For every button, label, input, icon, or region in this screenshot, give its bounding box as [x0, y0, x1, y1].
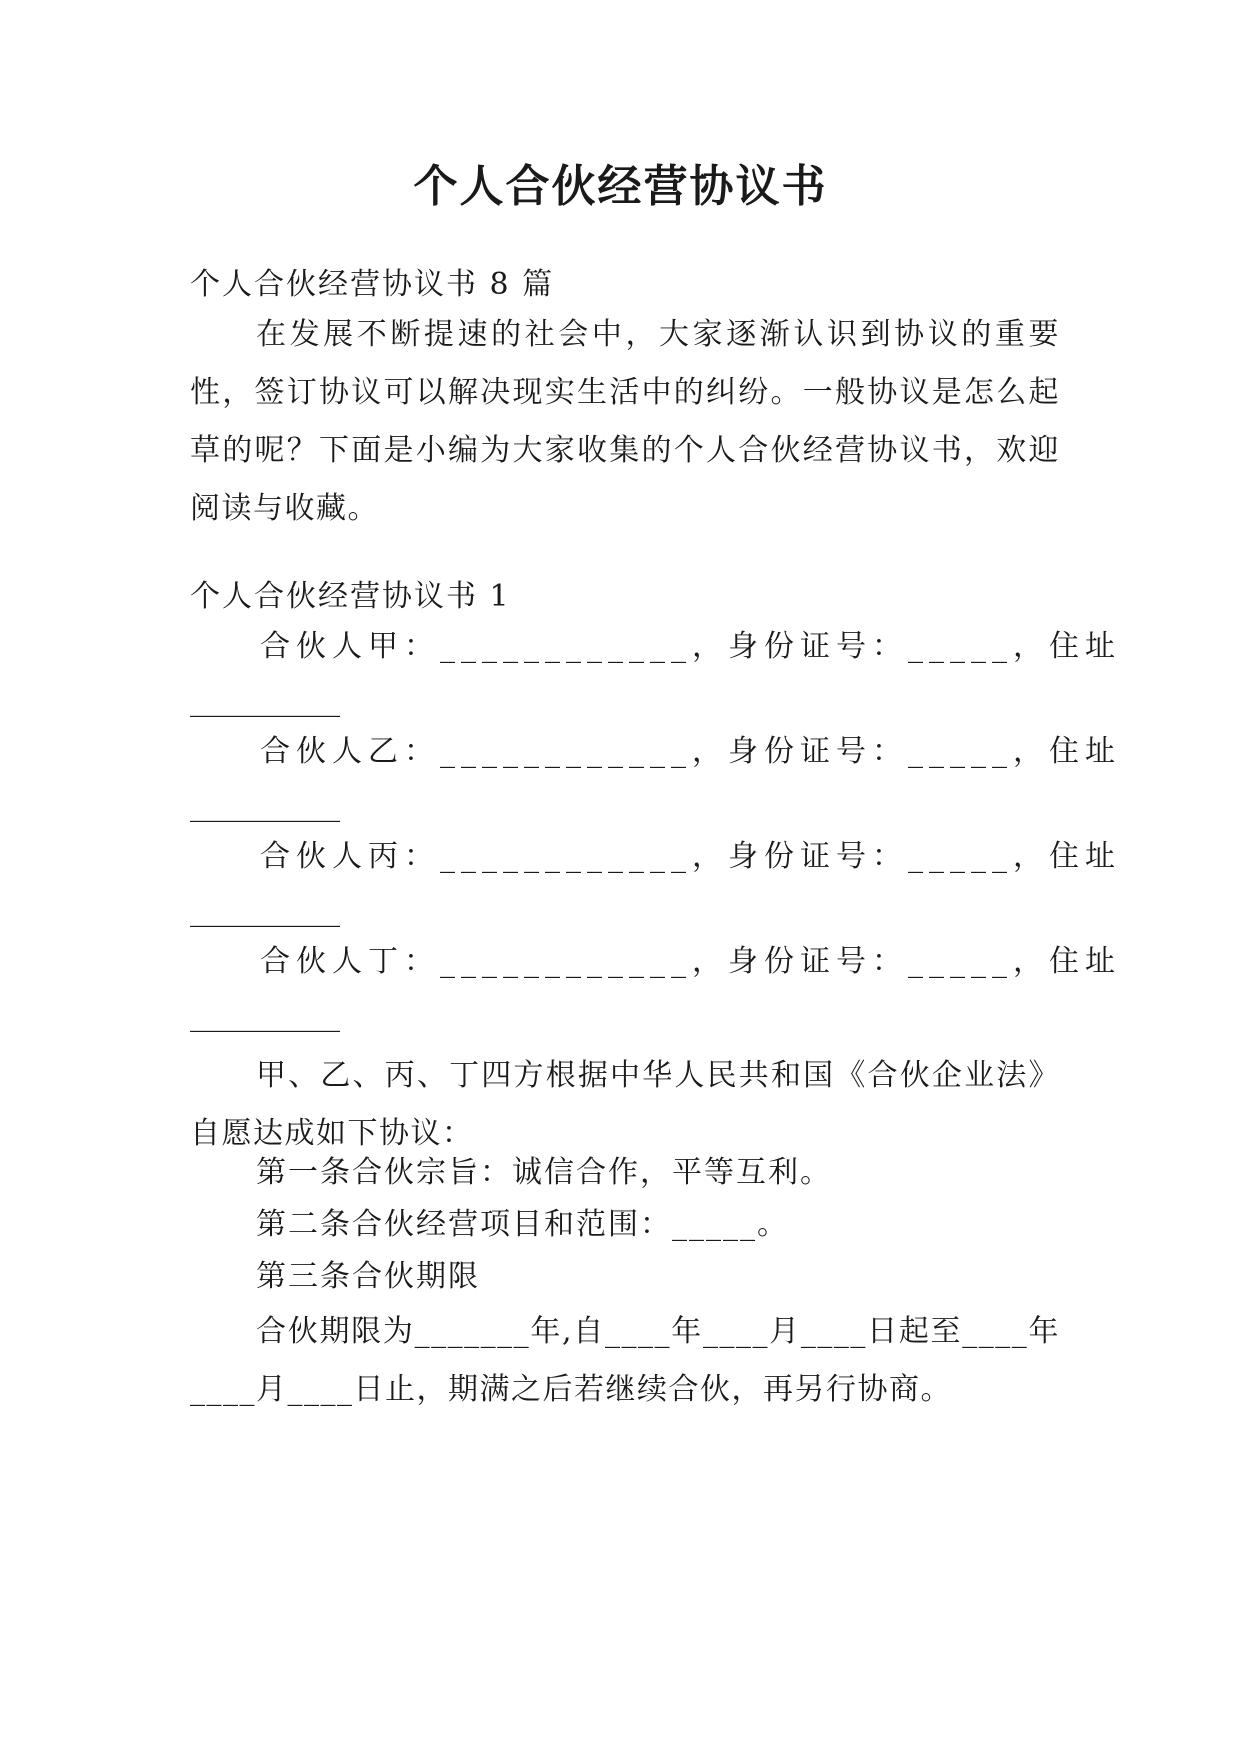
partner-address-blank: __________ — [190, 788, 340, 823]
article-3-heading: 第三条合伙期限 — [256, 1259, 480, 1294]
intro-paragraph: 在发展不断提速的社会中，大家逐渐认识到协议的重要性，签订协议可以解决现实生活中的纠纷。一般协议是怎么起草的呢？下面是小编为大家收集的个人合伙经营协议书，欢迎阅读与收藏。 — [190, 317, 1060, 526]
partner-entry-ding — [190, 942, 1121, 1036]
document-title: 个人合伙经营协议书 — [413, 161, 828, 212]
partner-address-blank: __________ — [190, 998, 340, 1033]
partner-entry-bing — [190, 837, 1121, 931]
partner-address-label: 住址 — [1049, 734, 1121, 769]
partner-entry-yi — [190, 732, 1121, 826]
partner-name: 合伙人乙：____________， — [260, 734, 728, 769]
article-1: 第一条合伙宗旨：诚信合作，平等互利。 — [256, 1155, 832, 1190]
partner-id: 身份证号：_____， — [728, 839, 1049, 874]
partner-id: 身份证号：_____， — [728, 629, 1049, 664]
partner-address-label: 住址 — [1049, 839, 1121, 874]
partner-address-label: 住址 — [1049, 629, 1121, 664]
partner-entry-jia — [190, 627, 1121, 721]
agreement-intro: 甲、乙、丙、丁四方根据中华人民共和国《合伙企业法》自愿达成如下协议： — [190, 1058, 1060, 1151]
article-3-body: 合伙期限为_______年,自____年____月____日起至____年____月____日止，期满之后若继续合伙，再另行协商。 — [190, 1314, 1060, 1407]
partner-name: 合伙人丁：____________， — [260, 944, 728, 979]
partner-name: 合伙人丙：____________， — [260, 839, 728, 874]
partner-id: 身份证号：_____， — [728, 944, 1049, 979]
subtitle: 个人合伙经营协议书 8 篇 — [190, 267, 555, 302]
section-heading: 个人合伙经营协议书 1 — [190, 579, 511, 614]
partner-address-blank: __________ — [190, 893, 340, 928]
partner-address-blank: __________ — [190, 683, 340, 718]
partner-name: 合伙人甲：____________， — [260, 629, 728, 664]
partner-address-label: 住址 — [1049, 944, 1121, 979]
partner-id: 身份证号：_____， — [728, 734, 1049, 769]
article-2: 第二条合伙经营项目和范围：_____。 — [256, 1207, 789, 1242]
